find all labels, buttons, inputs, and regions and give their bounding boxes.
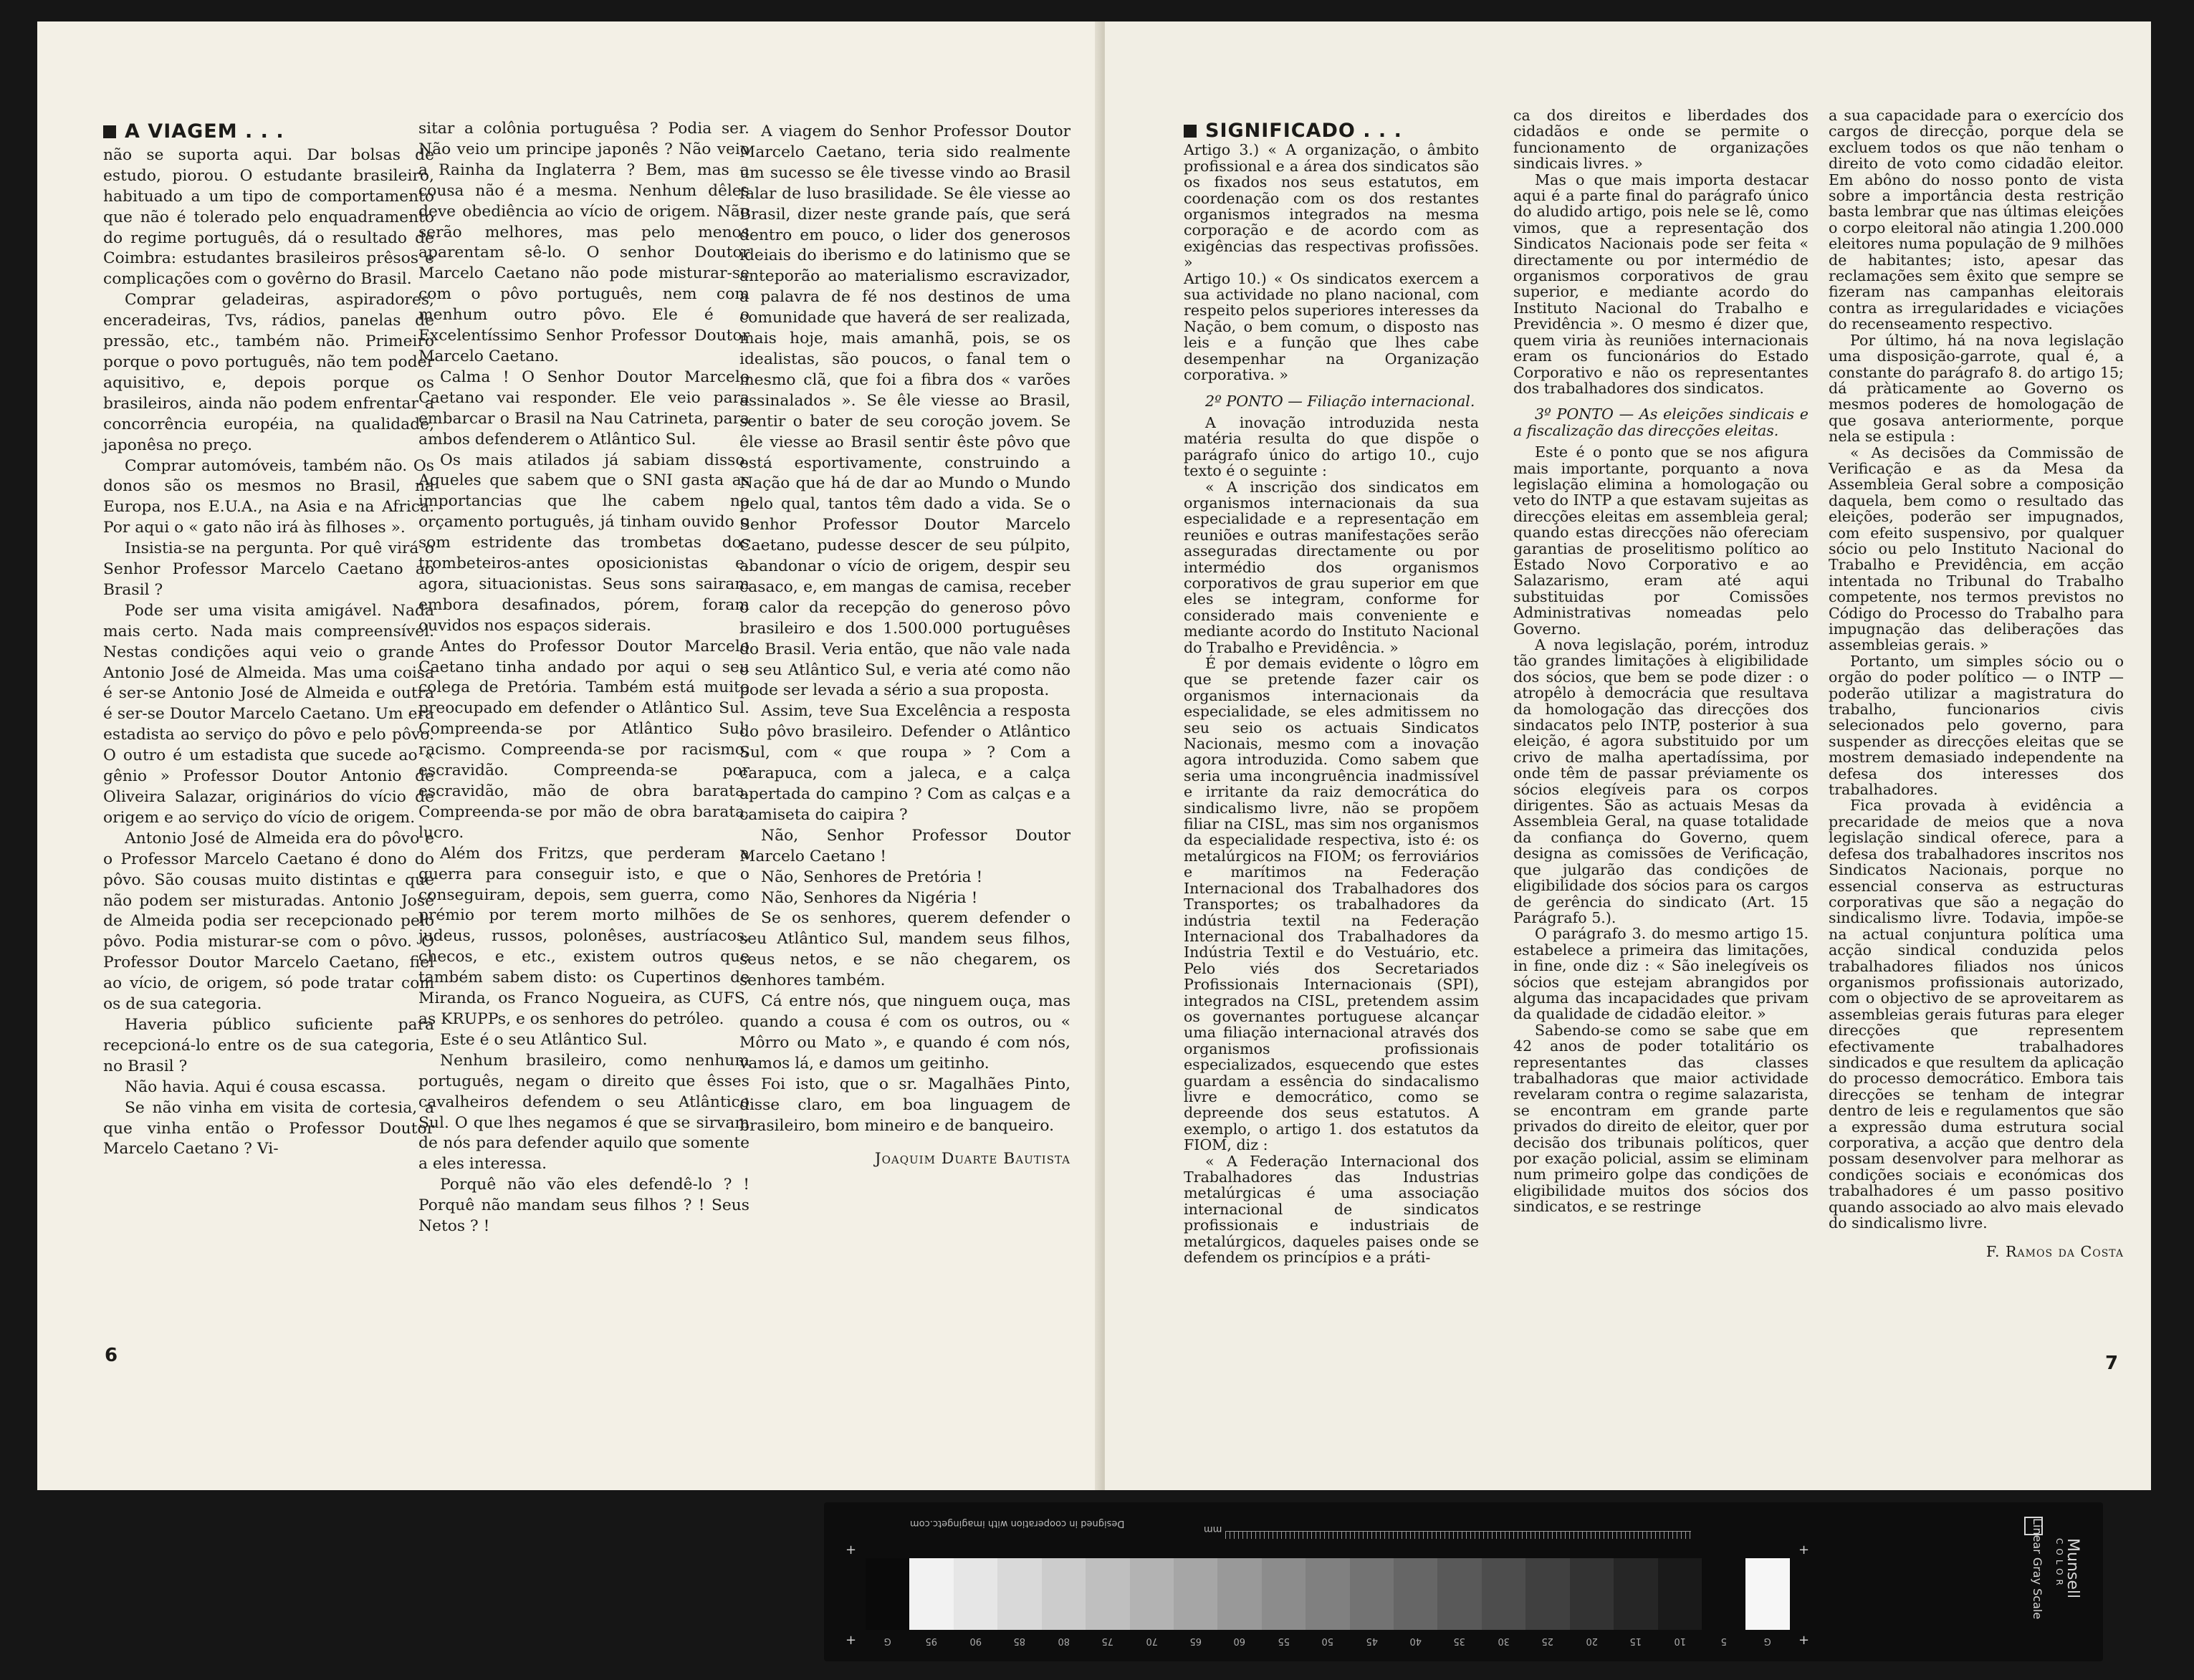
page-number: 7: [2105, 1353, 2119, 1374]
gray-patch: [1217, 1558, 1261, 1630]
gray-patch: [954, 1558, 997, 1630]
scale-label: 85: [1013, 1636, 1026, 1646]
gray-scale-labels: [866, 1636, 1790, 1646]
paragraph: Os mais atilados já sabiam disso. Aqueles que sabem que o SNI gasta as importancias que lhe cabem no orçamento português, já tinham ouvido o som estridente das trombetas dos trombeteiros-antes oposicionistas e, agora, situacionistas. Seus sons sairam embora desafinados, pórem, foram ouvidos nos espaços siderais.: [418, 451, 749, 635]
bullet-square-icon: [1184, 125, 1197, 138]
paragraph: Calma ! O Senhor Doutor Marcelo Caetano vai responder. Ele veio para embarcar o Brasil na Nau Catrineta, para ambos defenderem o Atlântico Sul.: [418, 368, 749, 448]
column-body: [1829, 107, 2124, 1231]
gray-patch: [1394, 1558, 1437, 1630]
scale-label: 30: [1498, 1636, 1510, 1646]
ruler-unit: mm: [1204, 1524, 1222, 1535]
paragraph: Este é o seu Atlântico Sul.: [440, 1030, 648, 1049]
section-heading: 3º PONTO — As eleições sindicais e a fiscalização das direcções eleitas.: [1513, 405, 1809, 439]
bullet-square-icon: [103, 125, 116, 138]
scale-label: 20: [1586, 1636, 1598, 1646]
brand-name: Munsell: [2064, 1538, 2082, 1599]
gray-patch: [1306, 1558, 1349, 1630]
registration-plus-icon: +: [1798, 1542, 1810, 1557]
gray-patch: [1702, 1558, 1745, 1630]
article-heading: A VIAGEM . . .: [103, 122, 434, 143]
scale-label: 50: [1321, 1636, 1334, 1646]
gray-patch: [1174, 1558, 1217, 1630]
paragraph: O parágrafo 3. do mesmo artigo 15. estabelece a primeira das limitações, in fine, onde diz : « São inelegíveis os sócios que estejam abrangidos por alguma das incapacidades que privam da qualidade de cidadão eleitor. »: [1513, 925, 1809, 1023]
paragraph: Se não vinha em visita de cortesia, a que vinha então o Professor Doutor Marcelo Caetano ? Vi-: [103, 1098, 434, 1158]
left-page: [37, 21, 1102, 1490]
gray-patch: [1482, 1558, 1525, 1630]
gray-patch: [909, 1558, 953, 1630]
paragraph: « A Federação Internacional dos Trabalhadores das Industrias metalúrgicas é uma associação internacional de sindicatos profissionais e industriais de metalúrgicos, daqueles paises onde se defendem os princípios e a práti-: [1184, 1152, 1479, 1267]
paragraph: ca dos direitos e liberdades dos cidadãos e onde se permite o funcionamento de organizações sindicais livres. »: [1513, 107, 1809, 173]
scale-label: G: [883, 1636, 891, 1646]
scale-label: 60: [1233, 1636, 1246, 1646]
gray-patch: [866, 1558, 909, 1630]
paragraph: « A inscrição dos sindicatos em organismos internacionais da sua especialidade e a representação em reuniões e outras manifestações serão asseguradas directamente ou por intermédio dos organismos corporativos de grau superior em que eles se integram, conforme for considerado mais conveniente e mediante acordo do Instituto Nacional do Trabalho e Previdência. »: [1184, 478, 1479, 656]
scale-label: 80: [1058, 1636, 1070, 1646]
scale-label: 70: [1145, 1636, 1158, 1646]
paragraph: Além dos Fritzs, que perderam a guerra para conseguir isto, e que o conseguiram, depois, sem guerra, como prémio por terem morto milhões de judeus, russos, polonêses, austríacos, checos, e etc., existem outros que também sabem disto: os Cupertinos de Miranda, os Franco Nogueira, as CUFS, as KRUPPs, e os senhores do petróleo.: [418, 844, 749, 1028]
paragraph: Nenhum brasileiro, como nenhum português, negam o direito que êsses cavalheiros defendem o seu Atlântico Sul. O que lhes negamos é que se sirvam de nós para defender aquilo que somente a eles interessa.: [418, 1051, 749, 1173]
right-page: [1105, 21, 2151, 1490]
gray-patch: [1042, 1558, 1086, 1630]
column-body: [1184, 142, 1479, 383]
scale-label: 5: [1720, 1636, 1727, 1646]
card-title: Linear Gray Scale: [2031, 1518, 2044, 1620]
page-number: 6: [105, 1345, 118, 1366]
scale-label: 90: [969, 1636, 982, 1646]
paragraph: Antes do Professor Doutor Marcelo Caetano tinha andado por aqui o seu colega de Pretória. Também está muito preocupado em defender o Atlântico Sul. Compreenda-se por Atlântico Sul, racismo. Compreenda-se por racismo, escravidão. Compreenda-se por escravidão, mão de obra barata. Compreenda-se por mão de obra barata, lucro.: [418, 637, 749, 842]
gray-patch: [1130, 1558, 1174, 1630]
scale-label: 65: [1189, 1636, 1202, 1646]
paragraph: Cá entre nós, que ninguem ouça, mas quando a cousa é com os outros, ou « Môrro ou Mato », e quando é com nós, vamos lá, e damos um geitinho.: [739, 992, 1070, 1072]
left-column-1: [103, 122, 434, 1160]
gray-patch: [1262, 1558, 1306, 1630]
millimeter-ruler: [1225, 1531, 1691, 1539]
scale-label: 15: [1629, 1636, 1642, 1646]
gray-patch: [1614, 1558, 1657, 1630]
gray-patch: [1570, 1558, 1614, 1630]
column-body: [103, 145, 434, 1160]
paragraph: sitar a colônia portuguêsa ? Podia ser. Não veio um principe japonês ? Não veio a Rainha da Inglaterra ? Bem, mas a cousa não é a mesma. Nenhum dêles deve obediência ao vício de origem. Não serão melhores, mas pelo menos aparentam sê-lo. O senhor Doutor Marcelo Caetano não pode misturar-se com o pôvo português, nem com menhum outro pôvo. Ele é o Excelentíssimo Senhor Professor Doutor Marcelo Caetano.: [418, 120, 749, 365]
scale-label: 55: [1278, 1636, 1290, 1646]
paragraph: É por demais evidente o lôgro em que se pretende fazer cair os organismos internacionais da especialidade, se eles admitissem no seu seio os actuais Sindicatos Nacionais, mesmo com a inovação agora introduzida. Como sabem que seria uma incongruência inadmissível e irritante da raiz democrática do sindicalismo livre, não se propõem filiar na CISL, mas sim nos organismos da especialidade respectiva, isto é: os metalúrgicos na FIOM; os ferroviários e marítimos na Federação Internacional dos Trabalhadores dos Transportes; os trabalhadores da indústria textil na Federação Internacional dos Trabalhadores da Indústria Textil e do Vestuário, etc. Pelo viés dos Secretariados Profissionais Internacionais (SPI), integrados na CISL, pretendem assim os governantes portuguese alcançar uma filiação internacional através dos organismos profissionais especializados, esquecendo que estes guardam a essência do sindacalismo livre e democrático, como se depreende dos seus estatutos. A exemplo, o artigo 1. dos estatutos da FIOM, diz :: [1184, 655, 1479, 1154]
brand-sub: COLOR: [2054, 1538, 2064, 1590]
left-column-2: [418, 119, 749, 1237]
gray-patch: [1745, 1558, 1789, 1630]
paragraph: Comprar automóveis, também não. Os donos são os mesmos no Brasil, na Europa, nos E.U.A., na Asia e na Africa. Por aqui o « gato não irá às filhoses ».: [103, 456, 434, 537]
paragraph: Se os senhores, querem defender o seu Atlântico Sul, mandem seus filhos, seus netos, e se não chegarem, os senhores também.: [739, 909, 1070, 990]
author-signature: Joaquim Duarte Bautista: [874, 1150, 1070, 1168]
gray-patches: [866, 1558, 1790, 1630]
paragraph: Por último, há na nova legislação uma disposição-garrote, qual é, a constante do parágrafo 8. do artigo 15; dá pràticamente ao Governo os mesmos poderes de homologação de que gosava anteriormente, porque nela se estipula :: [1829, 331, 2124, 446]
paragraph: Insistia-se na pergunta. Por quê virá o Senhor Professor Marcelo Caetano ao Brasil ?: [103, 539, 434, 599]
paragraph: Comprar geladeiras, aspiradores, enceradeiras, Tvs, rádios, panelas de pressão, etc., também não. Primeiro porque o povo português, não tem poder aquisitivo, e, depois porque os brasileiros, ainda não podem enfrentar a concorrência européia, na qualidade, japonêsa no preço.: [103, 291, 434, 454]
column-body: [1513, 107, 1809, 396]
gray-patch: [1437, 1558, 1481, 1630]
column-body: [1513, 444, 1809, 1215]
paragraph: Antonio José de Almeida era do pôvo e o Professor Marcelo Caetano é dono do pôvo. São cousas muito distintas e que não podem ser misturadas. Antonio José de Almeida podia ser recepcionado pelo pôvo. Podia misturar-se com o pôvo. O Professor Doutor Marcelo Caetano, fiel ao vício, de origem, só pode tratar com os de sua categoria.: [103, 829, 434, 1014]
paragraph: Sabendo-se como se sabe que em 42 anos de poder totalitário os representantes das classes trabalhadoras que maior actividade revelaram contra o regime salazarista, se encontram em grande parte privados do direito de eleitor, quer por decisão dos tribunais políticos, quer por exação policial, assim se eliminam num primeiro golpe das condições de eligibilidade muitos dos sócios dos sindicatos, e se restringe: [1513, 1021, 1809, 1216]
section-heading: 2º PONTO — Filiação internacional.: [1205, 392, 1475, 410]
right-column-1: [1184, 120, 1479, 1267]
scale-label: 40: [1409, 1636, 1422, 1646]
paragraph: Este é o ponto que se nos afigura mais importante, porquanto a nova legislação elimina a homologação ou veto do INTP a que estavam sujeitas as direcções eleitas em assembleia geral; quando estas direcções não ofereciam garantias de proselitismo político ao Estado Novo Corporativo e ao Salazarismo, eram até aqui substituidas por Comissões Administrativas nomeadas pelo Governo.: [1513, 443, 1809, 638]
scale-label: 25: [1541, 1636, 1554, 1646]
paragraph: a sua capacidade para o exercício dos cargos de direcção, porque dela se excluem todos os que não tenham o direito de voto como cidadão eleitor. Em abôno do nosso ponto de vista sobre a importância desta restrição basta lembrar que nas últimas eleições o corpo eleitoral não atingia 1.200.000 eleitores numa população de 9 milhões de habitantes; isto, apesar das reclamações sem êxito que sempre se fizeram nas campanhas eleitorais contra as irregularidades e viciações do recenseamento respectivo.: [1829, 107, 2124, 333]
right-column-2: [1513, 107, 1809, 1215]
gray-patch: [997, 1558, 1041, 1630]
gray-patch: [1086, 1558, 1129, 1630]
scale-label: 35: [1453, 1636, 1466, 1646]
paragraph: Artigo 10.) « Os sindicatos exercem a sua actividade no plano nacional, com respeito pelos superiores interesses da Nação, o bem comum, o disposto nas leis e a função que lhes cabe desempenhar na Organização corporativa. »: [1184, 269, 1479, 384]
gray-patch: [1525, 1558, 1569, 1630]
gray-patch: [1658, 1558, 1702, 1630]
card-credit: Designed in cooperation with imagingetc.com: [910, 1518, 1125, 1529]
paragraph: Não, Senhores de Pretória !: [761, 868, 983, 886]
munsell-brand: [2024, 1517, 2089, 1646]
scale-label: 75: [1101, 1636, 1114, 1646]
paragraph: A viagem do Senhor Professor Doutor Marcelo Caetano, teria sido realmente um sucesso se êle tivesse vindo ao Brasil falar de luso brasilidade. Se êle viesse ao Brasil, dizer neste grande país, que será dentro em pouco, o lider dos generosos ideiais do iberismo e do latinismo que se anteporão ao materialismo escravizador, a palavra de fé nos destinos de uma comunidade que haverá de ser realizada, mais hoje, mais amanhã, pois, se os idealistas, são poucos, o fanal tem o mesmo clã, que foi a fibra dos « varões assinalados ». Se êle viesse ao Brasil, sentir o bater de seu coroção jovem. Se êle viesse ao Brasil sentir êste pôvo que está esportivamente, construindo a Nação que há de dar ao Mundo o Mundo pelo qual, tantos têm dado a vida. Se o Senhor Professor Doutor Marcelo Caetano, pudesse descer de seu púlpito, abandonar o vício de origem, despir seu casaco, e, em mangas de camisa, receber o calor da recepção do generoso pôvo brasileiro e dos 1.500.000 portuguêses do Brasil. Veria então, que não vale nada o seu Atlântico Sul, e veria até como não pode ser levada a sério a sua proposta.: [739, 123, 1070, 700]
scale-label: 95: [925, 1636, 938, 1646]
registration-plus-icon: +: [845, 1633, 857, 1648]
paragraph: Porquê não vão eles defendê-lo ? ! Porquê não mandam seus filhos ? ! Seus Netos ? !: [418, 1176, 749, 1236]
paragraph: « As decisões da Commissão de Verificação e as da Mesa da Assembleia Geral sobre a composição daquela, bem como o resultado das eleições, poderão ser impugnados, com efeito suspensivo, por qualquer sócio ou pelo Instituto Nacional do Trabalho e Previdência, em acção intentada no Tribunal do Trabalho competente, nos termos previstos no Código do Processo do Trabalho para impugnação das deliberações das assembleias gerais. »: [1829, 443, 2124, 654]
paragraph: não se suporta aqui. Dar bolsas de estudo, piorou. O estudante brasileiro, habituado a um tipo de comportamento que não é tolerado pelo enquadramento do regime português, dá o resultado de Coimbra: estudantes brasileiros prêsos e complicações com o govêrno do Brasil.: [103, 145, 434, 289]
paragraph: Fica provada à evidência a precaridade de meios que a nova legislação sindical oferece, para a defesa dos trabalhadores inscritos nos Sindicatos Nacionais, porque no essencial conserva as estructuras corporativas que são a negação do sindicalismo livre. Todavia, impõe-se na actual conjuntura política uma acção sindical conduzida pelos trabalhadores filiados nos únicos organismos profissionais autorizado, com o objectivo de se aproveitarem as assembleias gerais futuras para eleger direcções que representem efectivamente trabalhadores sindicados e que resultem da aplicação do processo democrático. Embora tais direcções se tenham de integrar dentro de leis e regulamentos que são a expressão duma estrutura social corporativa, a acção que dentro dela possam desenvolver para melhorar as condições sociais e económicas dos trabalhadores é um passo positivo quando associado ao alvo mais elevado do sindicalismo livre.: [1829, 797, 2124, 1232]
gray-patch: [1350, 1558, 1394, 1630]
paragraph: Não, Senhores da Nigéria !: [761, 888, 978, 907]
right-column-3: [1829, 107, 2124, 1260]
scale-label: 10: [1674, 1636, 1686, 1646]
paragraph: Portanto, um simples sócio ou o orgão do poder político — o INTP — poderão utilizar a magistratura do trabalho, funcionarios civis selecionados pelo governo, para suspender as direcções eleitas que se mostrem demasiado independente na defesa dos interesses dos trabalhadores.: [1829, 652, 2124, 799]
paragraph: Artigo 3.) « A organização, o âmbito profissional e a área dos sindicatos são os fixados nos seus estatutos, em coordenação com os dos restantes organismos integrados na mesma corporação e de acordo com as exigências das respectivas profissões. »: [1184, 141, 1479, 272]
column-body: [418, 119, 749, 1237]
author-signature: F. Ramos da Costa: [1985, 1243, 2124, 1261]
paragraph: Foi isto, que o sr. Magalhães Pinto, disse claro, em boa linguagem de brasileiro, bom mineiro e de banqueiro.: [739, 1075, 1070, 1135]
paragraph: Haveria público suficiente para recepcioná-lo entre os de sua categoria, no Brasil ?: [103, 1015, 434, 1075]
scale-label: 45: [1366, 1636, 1378, 1646]
paragraph: Mas o que mais importa destacar aqui é a parte final do parágrafo único do aludido artigo, pois nele se lê, como vimos, que a representação dos Sindicatos Nacionais pode ser feita « directamente ou por intermédio de organismos corporativos de grau superior, e mediante acordo do Instituto Nacional do Trabalho e Previdência ». O mesmo é dizer que, quem viria às reuniões internacionais eram os funcionários do Estado Corporativo e não os representantes dos trabalhadores dos sindicatos.: [1513, 171, 1809, 397]
gray-scale-card: [824, 1502, 2103, 1661]
registration-plus-icon: +: [1798, 1633, 1810, 1648]
paragraph: Não havia. Aqui é cousa escassa.: [125, 1077, 386, 1096]
paragraph: A nova legislação, porém, introduz tão grandes limitações à eligibilidade dos sócios, que bem se pode dizer : o atropêlo à democrácia que resultava da homologação das direcções dos sindacatos pelo INTP, posterior à sua eleição, é agora substituido por um crivo de malha apertadíssima, por onde têm de passar préviamente os sócios elegíveis para os corpos dirigentes. São as actuais Mesas da Assembleia Geral, na quase totalidade da confiança do Governo, quem designa as comissões de Verificação, que julgarão das condições de eligibilidade dos sócios para os cargos de gerência do sindicato (Art. 15 Parágrafo 5.).: [1513, 636, 1809, 926]
left-column-3: [739, 122, 1070, 1170]
paragraph: Pode ser uma visita amigável. Nada mais certo. Nada mais compreensível. Nestas condições aqui veio o grande Antonio José de Almeida. Mas uma coisa é ser-se Antonio José de Almeida e outra é ser-se Doutor Marcelo Caetano. Um era estadista ao serviço do pôvo e pelo pôvo. O outro é um estadista que sucede ao « gênio » Professor Doutor Antonio de Oliveira Salazar, originários do vício de origem e ao serviço do vício de origem.: [103, 601, 434, 827]
column-body: [1184, 415, 1479, 1266]
article-heading: SIGNIFICADO . . .: [1184, 123, 1479, 139]
paragraph: A inovação introduzida nesta matéria resulta do que dispõe o parágrafo único do artigo 10., cujo texto é o seguinte :: [1184, 413, 1479, 480]
paragraph: Não, Senhor Professor Doutor Marcelo Caetano !: [739, 826, 1070, 865]
registration-plus-icon: +: [845, 1542, 857, 1557]
paragraph: Assim, teve Sua Excelência a resposta do pôvo brasileiro. Defender o Atlântico Sul, com « que roupa » ? Com a carapuca, com a jaleca, e a calça apertada do campino ? Com as calças e a camiseta do caipira ?: [739, 702, 1070, 824]
scale-label: G: [1764, 1636, 1772, 1646]
column-body: [739, 122, 1070, 1136]
